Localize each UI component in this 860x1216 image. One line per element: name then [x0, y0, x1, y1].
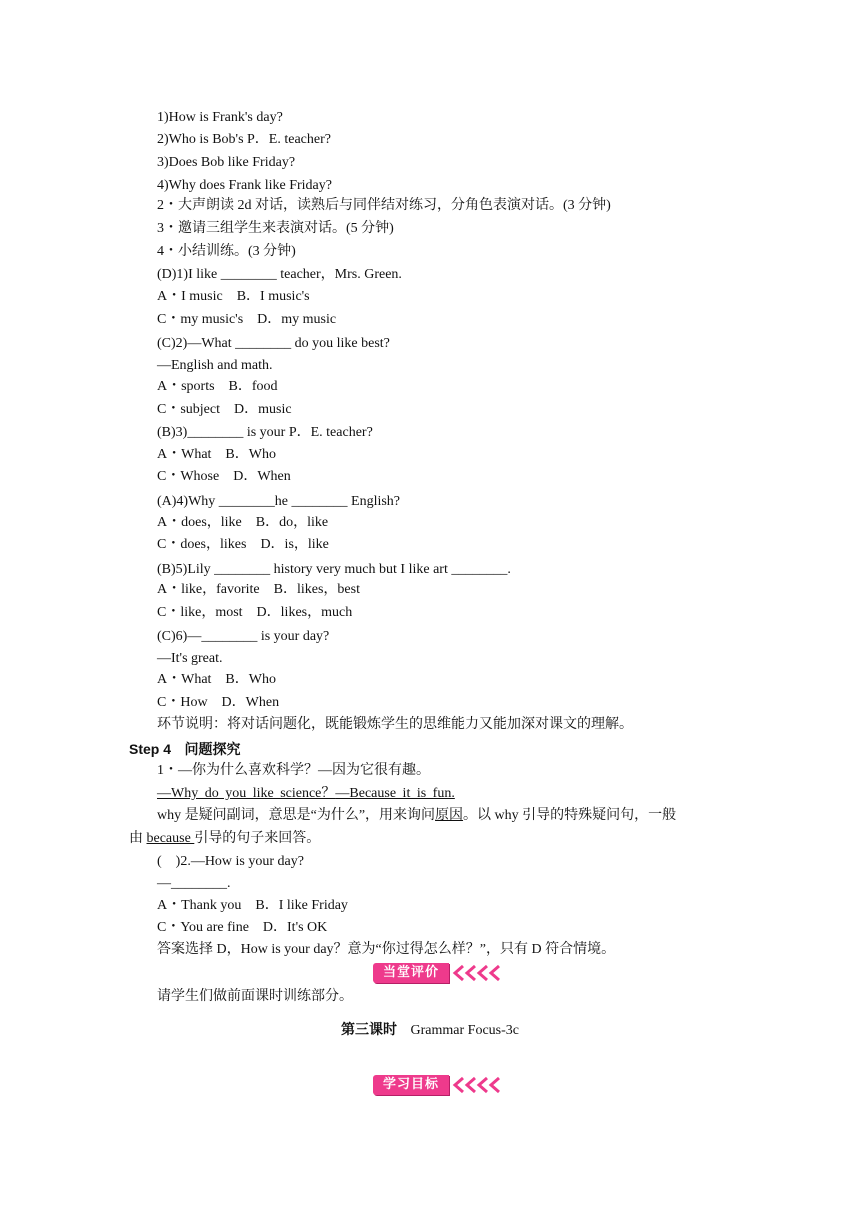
exercise-options: C・How D．When [157, 695, 280, 710]
step-title: 问题探究 [184, 741, 241, 757]
chevrons-icon [451, 1075, 501, 1095]
exercise-options: C・Whose D．When [157, 469, 291, 484]
answer-explanation: 答案选择 D，How is your day？意为“你过得怎么样？”，只有 D 符合情境。 [157, 942, 616, 957]
exercise-answer-line: —It's great. [157, 651, 223, 666]
step4-example [157, 785, 455, 803]
explain-text: why 是疑问副词，意思是“为什么”，用来询问 [157, 808, 436, 823]
example-answer: —Because it is fun. [335, 786, 455, 801]
banner-eval-label: 当堂评价 [373, 963, 449, 983]
example-question: —Why do you like science？ [157, 786, 336, 801]
question-line: 3)Does Bob like Friday? [157, 155, 296, 170]
chevrons-icon [451, 963, 501, 983]
explain-text: 。以 why 引导的特殊疑问句，一般 [463, 808, 677, 823]
exercise-options: A・What B．Who [157, 447, 276, 462]
exercise-question: ( )2.—How is your day? [157, 854, 304, 869]
section-note: 环节说明：将对话问题化，既能锻炼学生的思维能力又能加深对课文的理解。 [157, 717, 633, 732]
exercise-question: (C)6)—________ is your day? [157, 629, 330, 644]
explain-text: 由 [129, 831, 147, 846]
lesson-title-cn: 第三课时 [341, 1021, 398, 1037]
step-heading [129, 740, 241, 760]
banner-goals-label: 学习目标 [373, 1075, 449, 1095]
exercise-blank-line: —________. [157, 876, 231, 891]
exercise-options: A・sports B．food [157, 379, 278, 394]
step4-explanation-line1 [157, 807, 676, 825]
step4-explanation-line2 [129, 830, 320, 848]
exercise-question: (A)4)Why ________he ________ English? [157, 494, 401, 509]
exercise-options: A・Thank you B．I like Friday [157, 898, 348, 913]
exercise-question: (B)5)Lily ________ history very much but I like art ________. [157, 562, 511, 577]
exercise-options: A・I music B．I music's [157, 289, 310, 304]
exercise-question: (B)3)________ is your P．E. teacher? [157, 425, 373, 440]
exercise-answer-line: —English and math. [157, 358, 273, 373]
exercise-options: C・my music's D．my music [157, 312, 337, 327]
activity-line: 4・小结训练。(3 分钟) [157, 244, 296, 259]
exercise-options: A・does，like B．do，like [157, 515, 329, 530]
question-line: 1)How is Frank's day? [157, 110, 283, 125]
banner-eval [373, 963, 501, 983]
banner-goals [373, 1075, 501, 1095]
explain-text: 引导的句子来回答。 [194, 831, 321, 846]
exercise-options: C・does，likes D．is，like [157, 537, 329, 552]
explain-keyword: because [146, 831, 195, 846]
exercise-options: C・You are fine D．It's OK [157, 920, 328, 935]
step4-item1: 1・—你为什么喜欢科学？—因为它很有趣。 [157, 763, 430, 778]
activity-line: 2・大声朗读 2d 对话，读熟后与同伴结对练习，分角色表演对话。(3 分钟) [157, 198, 611, 213]
exercise-question: (C)2)—What ________ do you like best? [157, 336, 390, 351]
eval-text: 请学生们做前面课时训练部分。 [157, 989, 353, 1004]
exercise-question: (D)1)I like ________ teacher，Mrs. Green. [157, 267, 402, 282]
exercise-options: C・like，most D．likes，much [157, 605, 353, 620]
lesson-title-en: Grammar Focus-3c [410, 1023, 519, 1038]
explain-keyword: 原因 [435, 808, 464, 823]
question-line: 2)Who is Bob's P．E. teacher? [157, 132, 331, 147]
step-label: Step 4 [129, 741, 172, 757]
exercise-options: A・like，favorite B．likes，best [157, 582, 360, 597]
exercise-options: C・subject D．music [157, 402, 292, 417]
lesson-title [0, 1020, 860, 1040]
question-line: 4)Why does Frank like Friday? [157, 178, 332, 193]
exercise-options: A・What B．Who [157, 672, 276, 687]
activity-line: 3・邀请三组学生来表演对话。(5 分钟) [157, 221, 394, 236]
